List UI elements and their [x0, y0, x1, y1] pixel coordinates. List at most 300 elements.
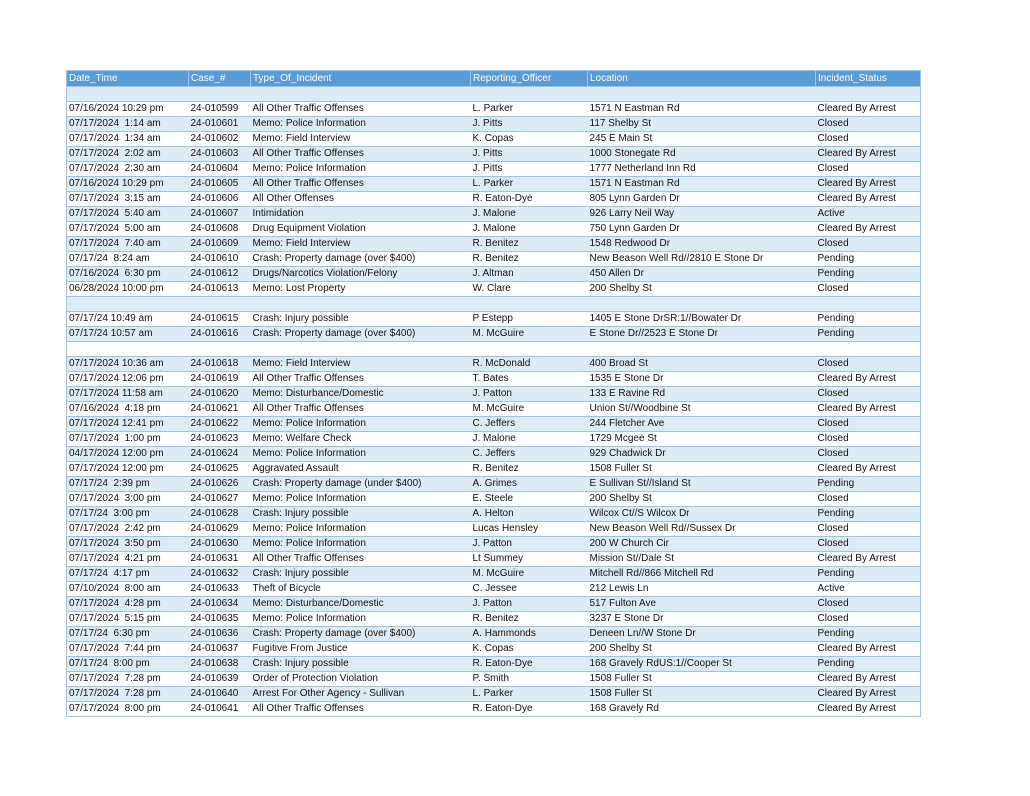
cell-location: 200 Shelby St — [588, 282, 816, 297]
cell-type-of-incident: Memo: Disturbance/Domestic — [251, 597, 471, 612]
cell-incident-status: Closed — [816, 237, 921, 252]
cell-incident-status: Pending — [816, 567, 921, 582]
cell-reporting-officer: K. Copas — [471, 642, 588, 657]
cell-reporting-officer: J. Altman — [471, 267, 588, 282]
cell-location: 117 Shelby St — [588, 117, 816, 132]
cell-reporting-officer: P. Smith — [471, 672, 588, 687]
cell-incident-status: Closed — [816, 132, 921, 147]
table-row — [67, 627, 921, 642]
cell-reporting-officer: J. Pitts — [471, 162, 588, 177]
cell-date-time: 07/17/24 8:00 pm — [67, 657, 189, 672]
cell-date-time: 07/16/2024 4:18 pm — [67, 402, 189, 417]
cell-incident-status: Pending — [816, 267, 921, 282]
cell-incident-status: Cleared By Arrest — [816, 102, 921, 117]
cell-type-of-incident: Crash: Injury possible — [251, 567, 471, 582]
cell-type-of-incident: Crash: Injury possible — [251, 312, 471, 327]
cell-date-time: 07/10/2024 8:00 am — [67, 582, 189, 597]
column-header-reporting-officer: Reporting_Officer — [471, 71, 588, 87]
cell-reporting-officer: J. Patton — [471, 537, 588, 552]
cell-incident-status: Closed — [816, 117, 921, 132]
cell-case-number: 24-010638 — [189, 657, 251, 672]
cell-type-of-incident: Crash: Property damage (over $400) — [251, 627, 471, 642]
cell-type-of-incident: All Other Traffic Offenses — [251, 102, 471, 117]
cell-reporting-officer: R. Benitez — [471, 237, 588, 252]
cell-date-time: 07/16/2024 10:29 pm — [67, 177, 189, 192]
cell-date-time: 07/17/2024 3:50 pm — [67, 537, 189, 552]
cell-case-number: 24-010621 — [189, 402, 251, 417]
cell-date-time: 07/17/2024 4:28 pm — [67, 597, 189, 612]
cell-case-number: 24-010622 — [189, 417, 251, 432]
cell-incident-status: Cleared By Arrest — [816, 372, 921, 387]
cell-case-number: 24-010599 — [189, 102, 251, 117]
cell-date-time: 07/17/2024 10:36 am — [67, 357, 189, 372]
cell-reporting-officer: J. Pitts — [471, 117, 588, 132]
cell-reporting-officer: J. Malone — [471, 222, 588, 237]
cell-date-time: 07/17/2024 3:00 pm — [67, 492, 189, 507]
cell-date-time: 07/16/2024 6:30 pm — [67, 267, 189, 282]
cell-reporting-officer: J. Malone — [471, 432, 588, 447]
table-row — [67, 222, 921, 237]
cell-incident-status: Active — [816, 582, 921, 597]
column-header-case-number: Case_# — [189, 71, 251, 87]
cell-reporting-officer: J. Pitts — [471, 147, 588, 162]
table-row — [67, 612, 921, 627]
cell-type-of-incident: Crash: Property damage (over $400) — [251, 327, 471, 342]
cell-type-of-incident: Drug Equipment Violation — [251, 222, 471, 237]
cell-date-time: 07/16/2024 10:29 pm — [67, 102, 189, 117]
cell-location: 168 Gravely RdUS:1//Cooper St — [588, 657, 816, 672]
cell-incident-status: Pending — [816, 477, 921, 492]
cell-date-time: 07/17/2024 12:41 pm — [67, 417, 189, 432]
cell-incident-status: Cleared By Arrest — [816, 222, 921, 237]
cell-location: 1508 Fuller St — [588, 687, 816, 702]
cell-type-of-incident — [251, 297, 471, 312]
cell-type-of-incident: All Other Traffic Offenses — [251, 402, 471, 417]
cell-location: 1777 Netherland Inn Rd — [588, 162, 816, 177]
cell-type-of-incident: Memo: Police Information — [251, 162, 471, 177]
table-row — [67, 372, 921, 387]
cell-location: 1729 Mcgee St — [588, 432, 816, 447]
cell-reporting-officer: M. McGuire — [471, 402, 588, 417]
cell-incident-status: Closed — [816, 282, 921, 297]
cell-case-number: 24-010627 — [189, 492, 251, 507]
cell-type-of-incident: Memo: Police Information — [251, 537, 471, 552]
table-row — [67, 117, 921, 132]
table-row — [67, 687, 921, 702]
cell-date-time: 07/17/2024 7:40 am — [67, 237, 189, 252]
cell-date-time: 07/17/2024 1:34 am — [67, 132, 189, 147]
incident-table — [66, 70, 921, 717]
cell-case-number: 24-010603 — [189, 147, 251, 162]
cell-case-number: 24-010635 — [189, 612, 251, 627]
cell-case-number: 24-010640 — [189, 687, 251, 702]
cell-incident-status: Cleared By Arrest — [816, 552, 921, 567]
cell-location: 212 Lewis Ln — [588, 582, 816, 597]
cell-type-of-incident: Theft of Bicycle — [251, 582, 471, 597]
cell-type-of-incident: Fugitive From Justice — [251, 642, 471, 657]
cell-type-of-incident: Crash: Property damage (over $400) — [251, 252, 471, 267]
cell-reporting-officer: M. McGuire — [471, 567, 588, 582]
cell-incident-status: Pending — [816, 657, 921, 672]
cell-case-number: 24-010612 — [189, 267, 251, 282]
cell-reporting-officer: R. Benitez — [471, 462, 588, 477]
cell-incident-status: Cleared By Arrest — [816, 672, 921, 687]
cell-type-of-incident: Memo: Field Interview — [251, 132, 471, 147]
table-row — [67, 567, 921, 582]
cell-case-number: 24-010631 — [189, 552, 251, 567]
cell-type-of-incident: Memo: Police Information — [251, 117, 471, 132]
cell-location: New Beason Well Rd//2810 E Stone Dr — [588, 252, 816, 267]
cell-date-time: 07/17/2024 5:40 am — [67, 207, 189, 222]
cell-date-time: 06/28/2024 10:00 pm — [67, 282, 189, 297]
cell-location: 200 W Church Cir — [588, 537, 816, 552]
cell-incident-status: Cleared By Arrest — [816, 462, 921, 477]
cell-case-number: 24-010602 — [189, 132, 251, 147]
cell-date-time: 07/17/2024 12:06 pm — [67, 372, 189, 387]
cell-date-time: 07/17/24 4:17 pm — [67, 567, 189, 582]
cell-date-time: 07/17/2024 7:28 pm — [67, 672, 189, 687]
cell-type-of-incident: Memo: Welfare Check — [251, 432, 471, 447]
cell-case-number: 24-010636 — [189, 627, 251, 642]
cell-incident-status: Cleared By Arrest — [816, 177, 921, 192]
cell-reporting-officer: W. Clare — [471, 282, 588, 297]
cell-date-time: 07/17/2024 2:30 am — [67, 162, 189, 177]
cell-reporting-officer: M. McGuire — [471, 327, 588, 342]
cell-date-time: 07/17/2024 2:42 pm — [67, 522, 189, 537]
cell-type-of-incident: Arrest For Other Agency - Sullivan — [251, 687, 471, 702]
cell-incident-status: Closed — [816, 357, 921, 372]
cell-location: E Stone Dr//2523 E Stone Dr — [588, 327, 816, 342]
cell-date-time: 07/17/24 6:30 pm — [67, 627, 189, 642]
cell-date-time: 07/17/2024 2:02 am — [67, 147, 189, 162]
cell-location: 1535 E Stone Dr — [588, 372, 816, 387]
cell-incident-status: Closed — [816, 597, 921, 612]
cell-date-time — [67, 87, 189, 102]
cell-incident-status: Closed — [816, 447, 921, 462]
cell-case-number: 24-010601 — [189, 117, 251, 132]
cell-type-of-incident: All Other Traffic Offenses — [251, 552, 471, 567]
cell-incident-status: Active — [816, 207, 921, 222]
cell-date-time: 07/17/2024 8:00 pm — [67, 702, 189, 717]
cell-reporting-officer: A. Hammonds — [471, 627, 588, 642]
table-row — [67, 297, 921, 312]
cell-location: Mission St//Dale St — [588, 552, 816, 567]
cell-date-time: 07/17/24 3:00 pm — [67, 507, 189, 522]
cell-incident-status: Closed — [816, 492, 921, 507]
table-row — [67, 507, 921, 522]
cell-type-of-incident: Drugs/Narcotics Violation/Felony — [251, 267, 471, 282]
table-row — [67, 357, 921, 372]
table-row — [67, 132, 921, 147]
cell-type-of-incident: Aggravated Assault — [251, 462, 471, 477]
table-row — [67, 252, 921, 267]
table-row — [67, 552, 921, 567]
cell-case-number: 24-010637 — [189, 642, 251, 657]
cell-location: 750 Lynn Garden Dr — [588, 222, 816, 237]
table-row — [67, 477, 921, 492]
cell-case-number: 24-010626 — [189, 477, 251, 492]
cell-type-of-incident: Memo: Field Interview — [251, 357, 471, 372]
cell-incident-status: Closed — [816, 387, 921, 402]
cell-reporting-officer: R. Eaton-Dye — [471, 702, 588, 717]
table-row — [67, 207, 921, 222]
cell-type-of-incident: Crash: Injury possible — [251, 657, 471, 672]
cell-location: New Beason Well Rd//Sussex Dr — [588, 522, 816, 537]
cell-date-time: 07/17/2024 7:44 pm — [67, 642, 189, 657]
column-header-incident-status: Incident_Status — [816, 71, 921, 87]
cell-incident-status: Cleared By Arrest — [816, 702, 921, 717]
table-body — [67, 87, 921, 717]
cell-case-number: 24-010630 — [189, 537, 251, 552]
cell-incident-status: Cleared By Arrest — [816, 642, 921, 657]
cell-incident-status: Closed — [816, 417, 921, 432]
cell-case-number: 24-010607 — [189, 207, 251, 222]
cell-date-time: 07/17/24 2:39 pm — [67, 477, 189, 492]
cell-case-number: 24-010620 — [189, 387, 251, 402]
cell-type-of-incident: Intimidation — [251, 207, 471, 222]
cell-case-number — [189, 342, 251, 357]
table-row — [67, 447, 921, 462]
cell-incident-status: Pending — [816, 252, 921, 267]
cell-date-time: 07/17/2024 12:00 pm — [67, 462, 189, 477]
cell-location: 1571 N Eastman Rd — [588, 177, 816, 192]
cell-case-number: 24-010628 — [189, 507, 251, 522]
cell-incident-status: Pending — [816, 312, 921, 327]
cell-reporting-officer: P Estepp — [471, 312, 588, 327]
cell-type-of-incident: Memo: Field Interview — [251, 237, 471, 252]
cell-reporting-officer: J. Patton — [471, 597, 588, 612]
table-row — [67, 237, 921, 252]
cell-reporting-officer: L. Parker — [471, 102, 588, 117]
cell-type-of-incident: Memo: Lost Property — [251, 282, 471, 297]
cell-reporting-officer: R. Eaton-Dye — [471, 192, 588, 207]
table-row — [67, 282, 921, 297]
table-row — [67, 267, 921, 282]
cell-date-time: 07/17/2024 3:15 am — [67, 192, 189, 207]
cell-case-number: 24-010624 — [189, 447, 251, 462]
cell-location: 168 Gravely Rd — [588, 702, 816, 717]
cell-reporting-officer — [471, 87, 588, 102]
cell-reporting-officer: J. Patton — [471, 387, 588, 402]
table-row — [67, 642, 921, 657]
cell-reporting-officer: A. Helton — [471, 507, 588, 522]
cell-case-number: 24-010632 — [189, 567, 251, 582]
cell-reporting-officer: C. Jessee — [471, 582, 588, 597]
cell-location: 805 Lynn Garden Dr — [588, 192, 816, 207]
cell-date-time: 07/17/2024 5:00 am — [67, 222, 189, 237]
cell-type-of-incident: All Other Traffic Offenses — [251, 702, 471, 717]
cell-case-number: 24-010618 — [189, 357, 251, 372]
cell-type-of-incident: Memo: Police Information — [251, 417, 471, 432]
cell-incident-status: Closed — [816, 522, 921, 537]
cell-incident-status: Pending — [816, 507, 921, 522]
table-row — [67, 192, 921, 207]
cell-location — [588, 87, 816, 102]
cell-incident-status: Closed — [816, 612, 921, 627]
cell-case-number — [189, 87, 251, 102]
table-row — [67, 402, 921, 417]
cell-reporting-officer: R. Benitez — [471, 252, 588, 267]
cell-case-number: 24-010633 — [189, 582, 251, 597]
cell-date-time — [67, 342, 189, 357]
cell-location: 1571 N Eastman Rd — [588, 102, 816, 117]
cell-location: 1000 Stonegate Rd — [588, 147, 816, 162]
column-header-location: Location — [588, 71, 816, 87]
cell-reporting-officer: R. Benitez — [471, 612, 588, 627]
cell-date-time: 07/17/24 8:24 am — [67, 252, 189, 267]
table-row — [67, 672, 921, 687]
cell-location: 400 Broad St — [588, 357, 816, 372]
cell-location — [588, 342, 816, 357]
cell-date-time: 07/17/2024 11:58 am — [67, 387, 189, 402]
cell-date-time: 07/17/2024 5:15 pm — [67, 612, 189, 627]
incident-log-sheet — [66, 70, 920, 717]
table-row — [67, 342, 921, 357]
cell-location: 245 E Main St — [588, 132, 816, 147]
cell-date-time: 07/17/2024 1:14 am — [67, 117, 189, 132]
column-header-type-of-incident: Type_Of_Incident — [251, 71, 471, 87]
cell-location: 200 Shelby St — [588, 492, 816, 507]
table-row — [67, 417, 921, 432]
header-row — [67, 71, 921, 87]
cell-case-number: 24-010639 — [189, 672, 251, 687]
cell-location: Wilcox Ct//S Wilcox Dr — [588, 507, 816, 522]
cell-date-time: 04/17/2024 12:00 pm — [67, 447, 189, 462]
cell-location: 1508 Fuller St — [588, 672, 816, 687]
table-row — [67, 387, 921, 402]
cell-location: Deneen Ln//W Stone Dr — [588, 627, 816, 642]
cell-location: 1508 Fuller St — [588, 462, 816, 477]
cell-case-number: 24-010625 — [189, 462, 251, 477]
cell-location: 3237 E Stone Dr — [588, 612, 816, 627]
cell-case-number: 24-010623 — [189, 432, 251, 447]
cell-case-number — [189, 297, 251, 312]
cell-location: E Sullivan St//Island St — [588, 477, 816, 492]
table-row — [67, 327, 921, 342]
table-row — [67, 102, 921, 117]
cell-incident-status: Closed — [816, 537, 921, 552]
cell-type-of-incident — [251, 342, 471, 357]
table-row — [67, 432, 921, 447]
cell-reporting-officer: R. McDonald — [471, 357, 588, 372]
table-row — [67, 597, 921, 612]
cell-case-number: 24-010634 — [189, 597, 251, 612]
cell-location: 517 Fulton Ave — [588, 597, 816, 612]
table-row — [67, 582, 921, 597]
cell-location: Union St//Woodbine St — [588, 402, 816, 417]
table-header — [67, 71, 921, 87]
cell-reporting-officer: L. Parker — [471, 177, 588, 192]
cell-case-number: 24-010609 — [189, 237, 251, 252]
cell-reporting-officer: Lt Summey — [471, 552, 588, 567]
cell-type-of-incident — [251, 87, 471, 102]
cell-location: 133 E Ravine Rd — [588, 387, 816, 402]
cell-type-of-incident: All Other Traffic Offenses — [251, 372, 471, 387]
cell-reporting-officer: L. Parker — [471, 687, 588, 702]
cell-location: 244 Fletcher Ave — [588, 417, 816, 432]
cell-reporting-officer: C. Jeffers — [471, 417, 588, 432]
table-row — [67, 657, 921, 672]
cell-incident-status: Pending — [816, 327, 921, 342]
cell-type-of-incident: Crash: Injury possible — [251, 507, 471, 522]
cell-incident-status: Closed — [816, 162, 921, 177]
table-row — [67, 537, 921, 552]
table-row — [67, 87, 921, 102]
table-row — [67, 522, 921, 537]
cell-location: Mitchell Rd//866 Mitchell Rd — [588, 567, 816, 582]
cell-case-number: 24-010641 — [189, 702, 251, 717]
cell-type-of-incident: Memo: Police Information — [251, 492, 471, 507]
cell-case-number: 24-010616 — [189, 327, 251, 342]
cell-date-time: 07/17/2024 1:00 pm — [67, 432, 189, 447]
cell-type-of-incident: All Other Traffic Offenses — [251, 147, 471, 162]
cell-reporting-officer: J. Malone — [471, 207, 588, 222]
table-row — [67, 702, 921, 717]
cell-case-number: 24-010619 — [189, 372, 251, 387]
table-row — [67, 312, 921, 327]
cell-incident-status: Cleared By Arrest — [816, 192, 921, 207]
cell-reporting-officer: R. Eaton-Dye — [471, 657, 588, 672]
cell-location: 200 Shelby St — [588, 642, 816, 657]
column-header-date-time: Date_Time — [67, 71, 189, 87]
cell-incident-status — [816, 87, 921, 102]
table-row — [67, 162, 921, 177]
table-row — [67, 492, 921, 507]
cell-type-of-incident: All Other Traffic Offenses — [251, 177, 471, 192]
cell-reporting-officer: Lucas Hensley — [471, 522, 588, 537]
cell-location — [588, 297, 816, 312]
cell-date-time: 07/17/2024 4:21 pm — [67, 552, 189, 567]
cell-date-time: 07/17/2024 7:28 pm — [67, 687, 189, 702]
cell-case-number: 24-010604 — [189, 162, 251, 177]
cell-type-of-incident: Memo: Police Information — [251, 522, 471, 537]
cell-reporting-officer: K. Copas — [471, 132, 588, 147]
cell-case-number: 24-010629 — [189, 522, 251, 537]
cell-reporting-officer: C. Jeffers — [471, 447, 588, 462]
cell-case-number: 24-010613 — [189, 282, 251, 297]
cell-location: 1405 E Stone DrSR:1//Bowater Dr — [588, 312, 816, 327]
cell-reporting-officer — [471, 297, 588, 312]
cell-case-number: 24-010610 — [189, 252, 251, 267]
cell-reporting-officer — [471, 342, 588, 357]
cell-reporting-officer: T. Bates — [471, 372, 588, 387]
cell-incident-status — [816, 297, 921, 312]
cell-type-of-incident: Crash: Property damage (under $400) — [251, 477, 471, 492]
cell-type-of-incident: Order of Protection Violation — [251, 672, 471, 687]
cell-case-number: 24-010606 — [189, 192, 251, 207]
cell-date-time: 07/17/24 10:57 am — [67, 327, 189, 342]
table-row — [67, 462, 921, 477]
cell-type-of-incident: All Other Offenses — [251, 192, 471, 207]
cell-type-of-incident: Memo: Police Information — [251, 612, 471, 627]
cell-type-of-incident: Memo: Disturbance/Domestic — [251, 387, 471, 402]
cell-case-number: 24-010608 — [189, 222, 251, 237]
cell-incident-status — [816, 342, 921, 357]
cell-location: 929 Chadwick Dr — [588, 447, 816, 462]
table-row — [67, 147, 921, 162]
cell-type-of-incident: Memo: Police Information — [251, 447, 471, 462]
cell-incident-status: Cleared By Arrest — [816, 402, 921, 417]
cell-case-number: 24-010615 — [189, 312, 251, 327]
cell-location: 926 Larry Neil Way — [588, 207, 816, 222]
cell-incident-status: Cleared By Arrest — [816, 147, 921, 162]
cell-incident-status: Closed — [816, 432, 921, 447]
cell-reporting-officer: E. Steele — [471, 492, 588, 507]
cell-location: 450 Allen Dr — [588, 267, 816, 282]
table-row — [67, 177, 921, 192]
cell-incident-status: Pending — [816, 627, 921, 642]
cell-incident-status: Cleared By Arrest — [816, 687, 921, 702]
